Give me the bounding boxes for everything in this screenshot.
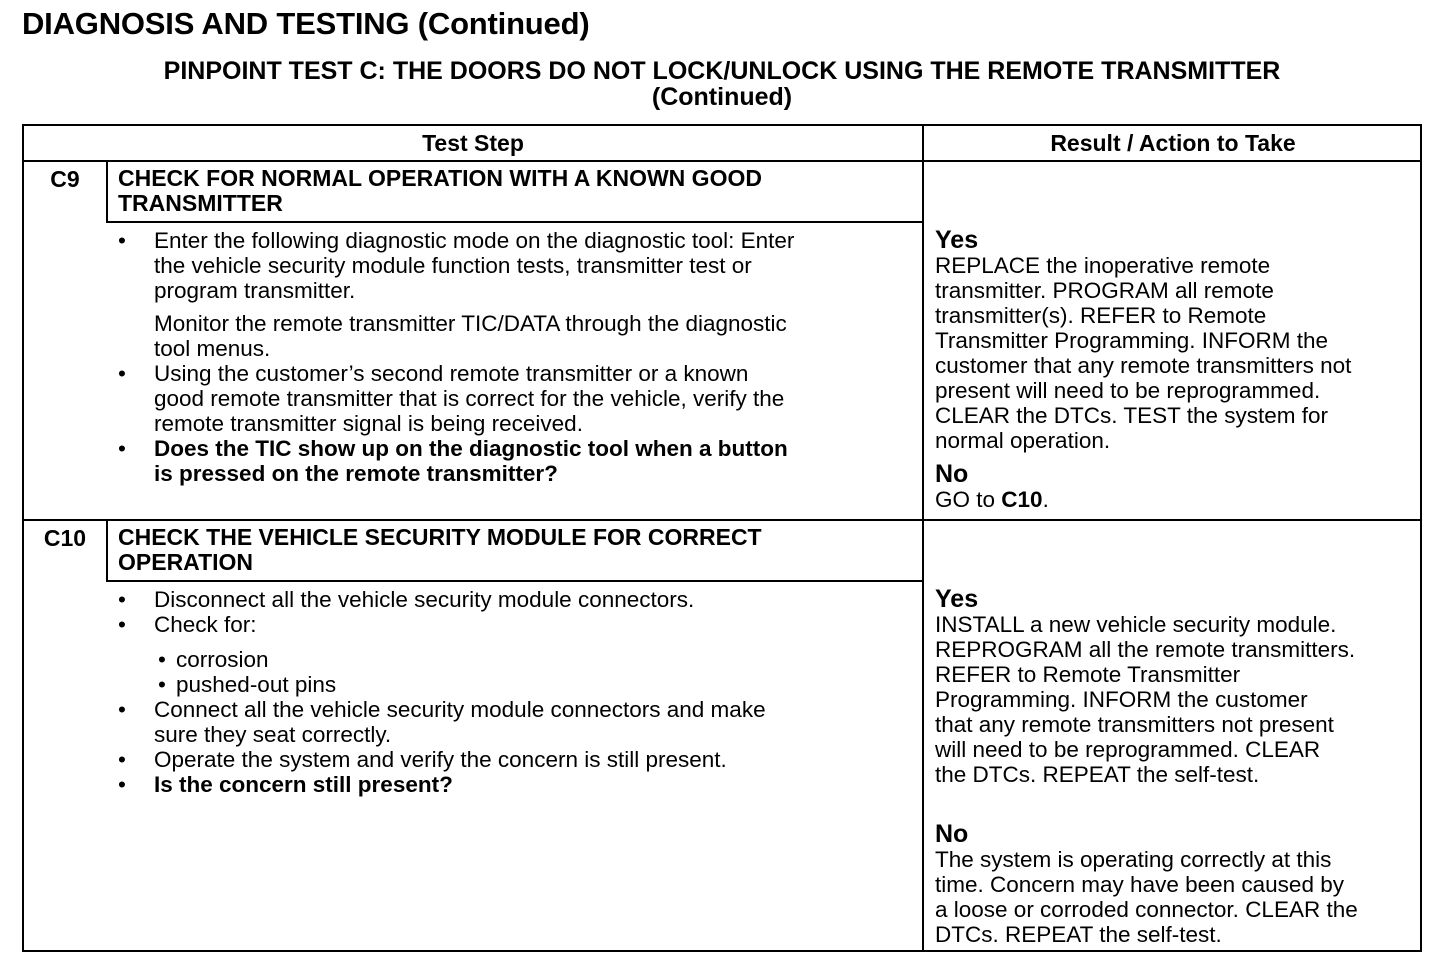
c9-title-divider	[106, 221, 923, 223]
result-line: The system is operating correctly at this	[935, 847, 1332, 872]
list-item-line: good remote transmitter that is correct for the vehicle, verify the	[154, 386, 785, 411]
instruction-paragraph	[118, 311, 918, 361]
bullet-icon: •	[118, 361, 126, 386]
bullet-icon: •	[118, 772, 126, 797]
row-divider	[24, 519, 1422, 521]
bullet-icon: •	[118, 228, 126, 253]
list-item-line: remote transmitter signal is being received.	[154, 411, 583, 436]
list-item-line: Enter the following diagnostic mode on the diagnostic tool: Enter	[154, 228, 795, 253]
subtitle-line-1: PINPOINT TEST C: THE DOORS DO NOT LOCK/UNLOCK USING THE REMOTE TRANSMITTER	[163, 57, 1281, 85]
step-instructions-c9	[118, 228, 918, 486]
result-line: a loose or corroded connector. CLEAR the	[935, 897, 1358, 922]
result-line: transmitter. PROGRAM all remote	[935, 278, 1274, 303]
result-line: REPLACE the inoperative remote	[935, 253, 1271, 278]
list-item-line: Does the TIC show up on the diagnostic tool when a button	[154, 436, 788, 461]
sub-list-item-text: corrosion	[176, 647, 269, 672]
result-line: INSTALL a new vehicle security module.	[935, 612, 1337, 637]
column-divider	[922, 126, 924, 952]
result-line: normal operation.	[935, 428, 1111, 453]
list-item-line: Is the concern still present?	[154, 772, 453, 797]
list-item-line: is pressed on the remote transmitter?	[154, 461, 558, 486]
list-item-line: Check for:	[154, 612, 257, 637]
sub-list-item	[118, 672, 918, 697]
subtitle-line-2: (Continued)	[651, 83, 793, 111]
column-header-test-step: Test Step	[422, 130, 524, 156]
result-line: present will need to be reprogrammed.	[935, 378, 1321, 403]
step-title-line: CHECK THE VEHICLE SECURITY MODULE FOR CORRECT	[118, 524, 762, 550]
c10-id-divider	[106, 519, 108, 581]
list-item-line: Disconnect all the vehicle security module connectors.	[154, 587, 695, 612]
step-title-line: TRANSMITTER	[118, 190, 283, 216]
column-header-result: Result / Action to Take	[1050, 130, 1296, 156]
result-text: GO to	[935, 487, 1002, 512]
list-item	[118, 361, 918, 436]
result-line: CLEAR the DTCs. TEST the system for	[935, 403, 1329, 428]
list-item-line: Operate the system and verify the concern is still present.	[154, 747, 727, 772]
step-title-line: OPERATION	[118, 549, 254, 575]
result-line: Programming. INFORM the customer	[935, 687, 1308, 712]
c9-id-divider	[106, 160, 108, 222]
result-line: REFER to Remote Transmitter	[935, 662, 1241, 687]
result-line: Transmitter Programming. INFORM the	[935, 328, 1328, 353]
result-line: REPROGRAM all the remote transmitters.	[935, 637, 1356, 662]
list-item-line: program transmitter.	[154, 278, 356, 303]
list-item	[118, 228, 918, 303]
result-line	[935, 487, 1420, 512]
result-line: transmitter(s). REFER to Remote	[935, 303, 1267, 328]
list-item	[118, 747, 918, 772]
result-text: .	[1042, 487, 1049, 512]
paragraph-line: Monitor the remote transmitter TIC/DATA through the diagnostic	[154, 311, 787, 336]
list-item-line: the vehicle security module function tests, transmitter test or	[154, 253, 752, 278]
header-divider	[24, 160, 1422, 162]
bullet-icon: •	[118, 697, 126, 722]
list-item	[118, 697, 918, 747]
result-line: will need to be reprogrammed. CLEAR	[935, 737, 1321, 762]
pinpoint-test-table	[22, 124, 1422, 952]
result-line: that any remote transmitters not present	[935, 712, 1334, 737]
bullet-icon: •	[118, 612, 126, 637]
pinpoint-test-subtitle	[22, 58, 1422, 110]
step-title-c10	[118, 525, 762, 575]
list-item	[118, 612, 918, 637]
step-title-line: CHECK FOR NORMAL OPERATION WITH A KNOWN GOOD	[118, 165, 762, 191]
bullet-icon: •	[118, 436, 126, 461]
list-item-line: Connect all the vehicle security module connectors and make	[154, 697, 766, 722]
step-title-c9	[118, 166, 762, 216]
bullet-icon: •	[118, 747, 126, 772]
step-instructions-c10	[118, 587, 918, 797]
result-c10	[935, 586, 1420, 947]
page-title: DIAGNOSIS AND TESTING (Continued)	[22, 6, 590, 41]
bullet-icon: •	[158, 672, 166, 697]
list-item-line: Using the customer’s second remote transmitter or a known	[154, 361, 749, 386]
paragraph-line: tool menus.	[154, 336, 271, 361]
list-item-line: sure they seat correctly.	[154, 722, 392, 747]
list-item-question	[118, 772, 918, 797]
sub-list-item-text: pushed-out pins	[176, 672, 337, 697]
result-no-label: No	[935, 460, 969, 488]
bullet-icon: •	[118, 587, 126, 612]
c10-title-divider	[106, 580, 923, 582]
result-line: DTCs. REPEAT the self-test.	[935, 922, 1222, 947]
result-line: time. Concern may have been caused by	[935, 872, 1344, 897]
result-yes-label: Yes	[935, 585, 979, 613]
step-reference-link[interactable]: C10	[1001, 487, 1043, 512]
step-id-c10: C10	[43, 525, 87, 551]
result-line: customer that any remote transmitters not	[935, 353, 1352, 378]
list-item-question	[118, 436, 918, 486]
list-item	[118, 587, 918, 612]
result-no-label: No	[935, 820, 969, 848]
sub-list-item	[118, 647, 918, 672]
step-id-c9: C9	[50, 166, 80, 192]
result-line: the DTCs. REPEAT the self-test.	[935, 762, 1260, 787]
bullet-icon: •	[158, 647, 166, 672]
result-yes-label: Yes	[935, 226, 979, 254]
result-c9	[935, 227, 1420, 512]
